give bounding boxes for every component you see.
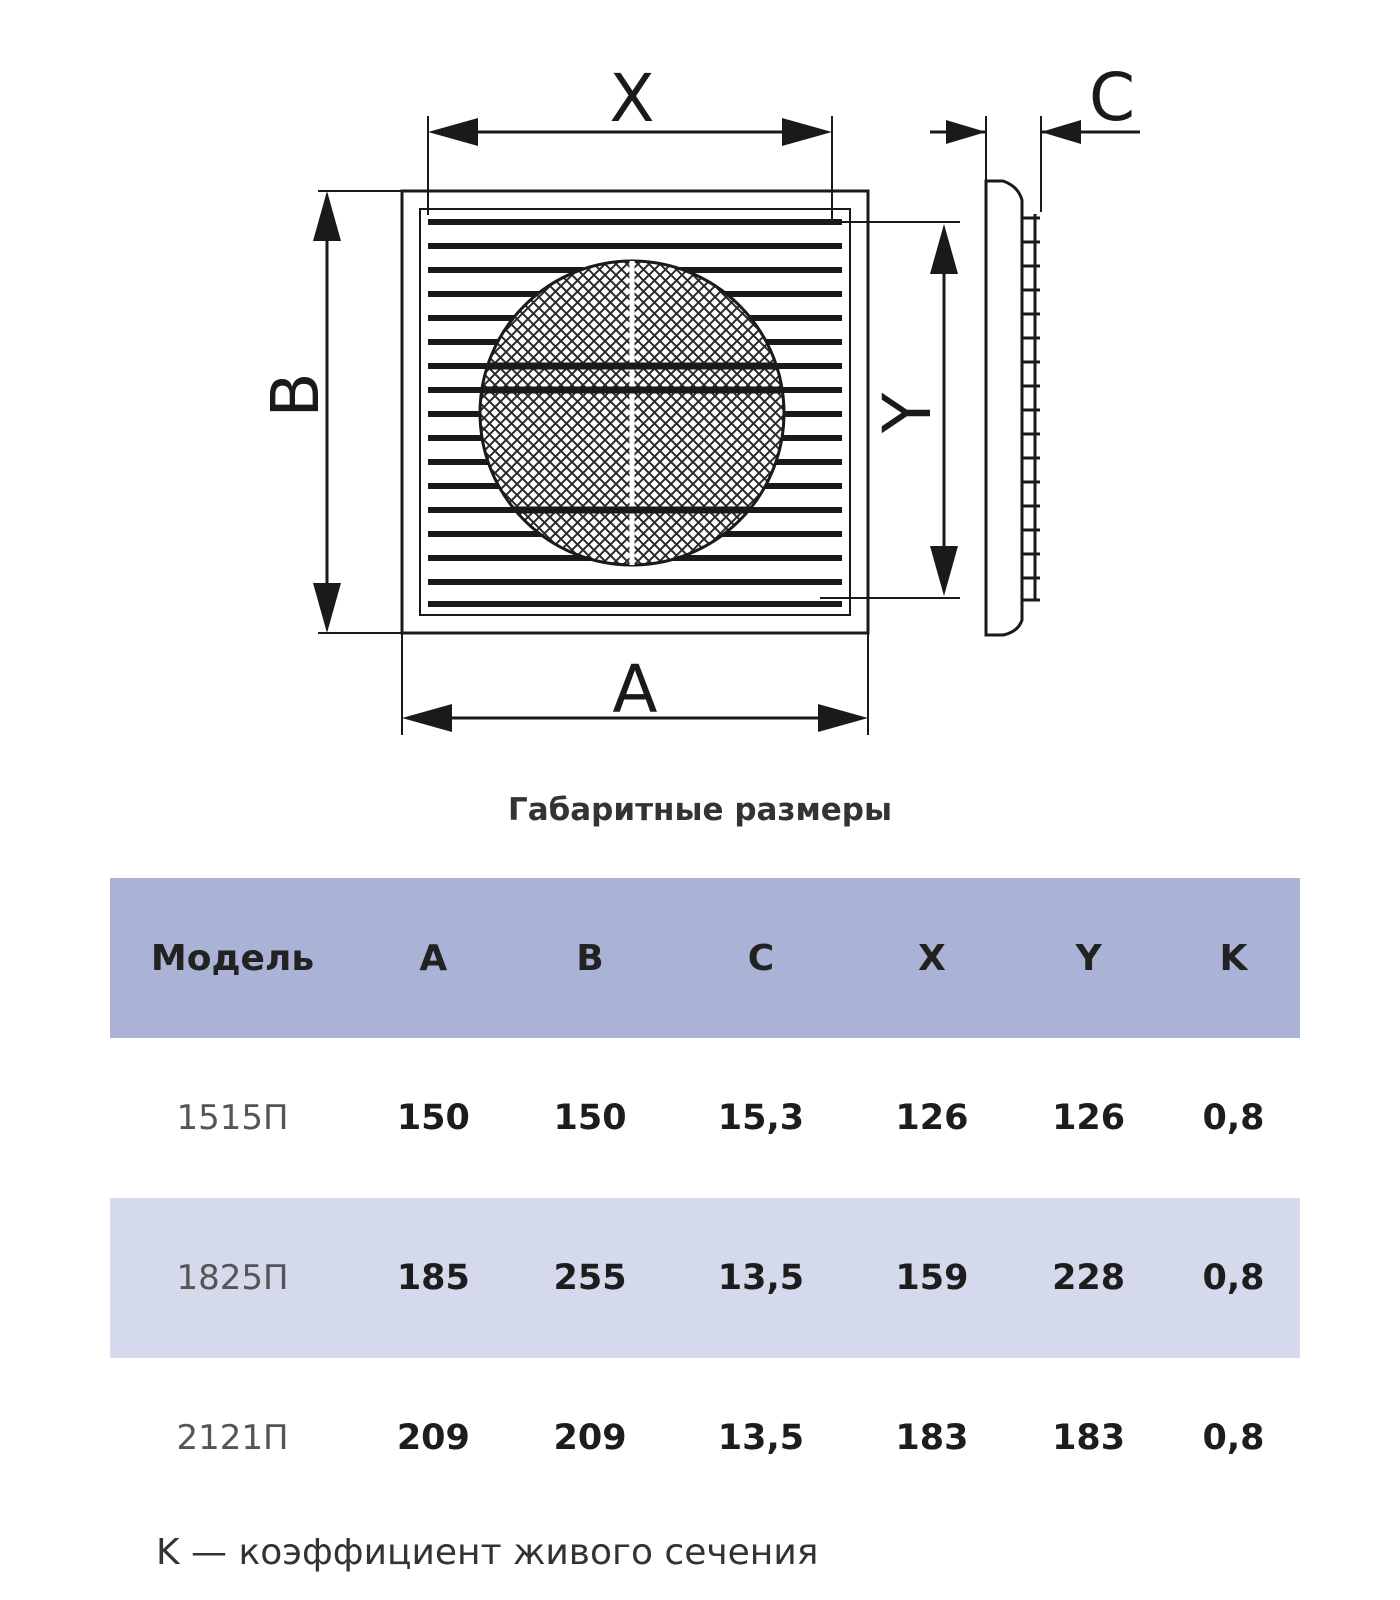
dimension-a <box>402 633 868 735</box>
table-row <box>110 1198 1300 1358</box>
cell-c: 15,3 <box>717 1098 805 1138</box>
cell-y: 228 <box>1052 1258 1126 1298</box>
cell-x: 159 <box>895 1258 969 1298</box>
dimension-b <box>257 191 402 633</box>
cell-k: 0,8 <box>1202 1098 1265 1138</box>
header-b: B <box>576 937 604 979</box>
footnote: K — коэффициент живого сечения <box>156 1532 819 1573</box>
dimension-c <box>930 59 1140 212</box>
dimension-y-label: Y <box>869 392 946 434</box>
cell-a: 150 <box>396 1098 470 1138</box>
cell-model: 1515П <box>176 1098 289 1138</box>
cell-c: 13,5 <box>717 1258 805 1298</box>
header-c: C <box>747 937 775 979</box>
cell-y: 183 <box>1052 1418 1126 1458</box>
cell-b: 255 <box>553 1258 627 1298</box>
dimension-b-label: B <box>257 372 334 418</box>
dimensions-table <box>110 878 1300 1518</box>
cell-y: 126 <box>1052 1098 1126 1138</box>
header-y: Y <box>1075 937 1102 979</box>
cell-model: 1825П <box>176 1258 289 1298</box>
header-k: K <box>1219 937 1248 979</box>
grille-front-view <box>402 191 868 633</box>
cell-x: 126 <box>895 1098 969 1138</box>
dimension-a-label: A <box>612 651 658 728</box>
cell-b: 150 <box>553 1098 627 1138</box>
table-row <box>110 1358 1300 1518</box>
header-a: A <box>419 937 448 979</box>
cell-k: 0,8 <box>1202 1418 1265 1458</box>
cell-k: 0,8 <box>1202 1258 1265 1298</box>
cell-c: 13,5 <box>717 1418 805 1458</box>
header-model: Модель <box>150 937 315 979</box>
dimension-c-label: C <box>1088 59 1136 136</box>
cell-x: 183 <box>895 1418 969 1458</box>
cell-model: 2121П <box>176 1418 289 1458</box>
grille-side-view <box>986 181 1040 635</box>
table-header-row <box>110 878 1300 1038</box>
table-row <box>110 1038 1300 1198</box>
table-caption: Габаритные размеры <box>507 792 893 828</box>
cell-a: 209 <box>396 1418 470 1458</box>
grille-dimension-drawing <box>0 0 1400 760</box>
cell-b: 209 <box>553 1418 627 1458</box>
header-x: X <box>918 937 946 979</box>
dimension-x-label: X <box>609 60 655 137</box>
cell-a: 185 <box>396 1258 470 1298</box>
